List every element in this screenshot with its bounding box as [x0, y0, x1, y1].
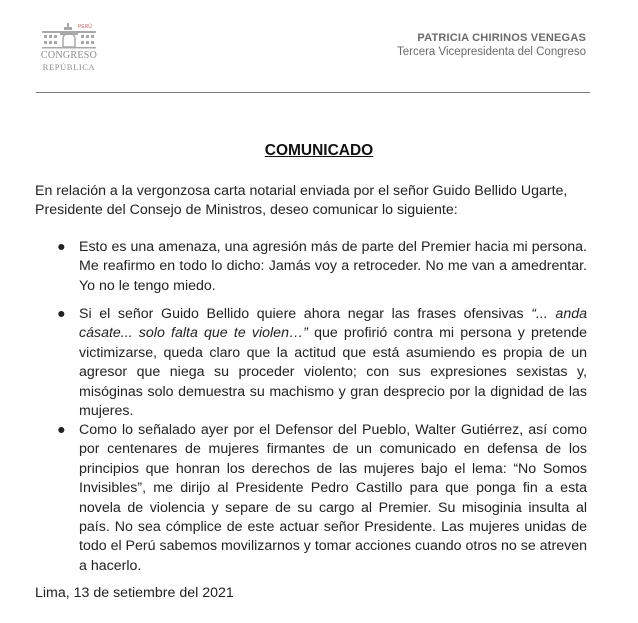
bullet-dot-icon: ● — [57, 422, 66, 438]
signatory-role: Tercera Vicepresidenta del Congreso — [396, 46, 586, 58]
letterhead-signatory — [397, 32, 586, 58]
bullet-text: Esto es una amenaza, una agresión más de parte del Premier hacia mi persona. Me reafirmo en todo lo dicho: Jamás voy a retroceder. No me van a amedrentar. Yo no le tengo miedo. — [79, 239, 587, 294]
bullet-item — [57, 238, 587, 296]
bullet-text: Como lo señalado ayer por el Defensor del Pueblo, Walter Gutiérrez, así como por centenares de mujeres firmantes de un comunicado en defensa de los principios que honran los derechos de las mujeres bajo el lema: “No Somos Invisibles”, me dirijo al Presidente Pedro Castillo para que ponga fin a esta novela de violencia y separe de su cargo al Premier. Su misoginia insulta al país. No sea cómplice de este actuar señor Presidente. Las mujeres unidas de todo el Perú sabemos movilizarnos y tomar acciones cuando otros no se atreven a hacerlo. — [79, 422, 587, 574]
document-date: Lima, 13 de setiembre del 2021 — [35, 585, 234, 601]
bullet-item — [57, 421, 587, 576]
bullet-dot-icon: ● — [57, 239, 66, 255]
document-title: COMUNICADO — [264, 142, 374, 159]
header-divider — [36, 92, 590, 93]
logo-text-congreso: CONGRESO — [40, 50, 98, 61]
bullet-item — [57, 305, 587, 421]
congreso-logo — [38, 22, 100, 74]
bullet-text-after: que profirió contra mi persona y pretende victimizarse, queda claro que la actitud que está asumiendo es propia de un agresor que niega su proceder violento; con sus expresiones sexistas y, misóginas solo demuestra su machismo y gran desprecio por la dignidad de las mujeres. — [79, 325, 587, 420]
logo-country: PERÚ — [78, 24, 92, 30]
quoted-phrase: “... anda cásate... solo falta que te violen…” — [79, 306, 587, 342]
intro-paragraph: En relación a la vergonzosa carta notarial enviada por el señor Guido Bellido Ugarte, Presidente del Consejo de Ministros, deseo comunicar lo siguiente: — [35, 183, 568, 218]
bullet-text — [79, 305, 587, 421]
bullet-text-before: Si el señor Guido Bellido quiere ahora negar las frases ofensivas — [79, 306, 532, 322]
signatory-name: PATRICIA CHIRINOS VENEGAS — [417, 32, 586, 44]
bullet-dot-icon: ● — [57, 306, 66, 322]
logo-text-republica: REPÚBLICA — [42, 62, 96, 72]
